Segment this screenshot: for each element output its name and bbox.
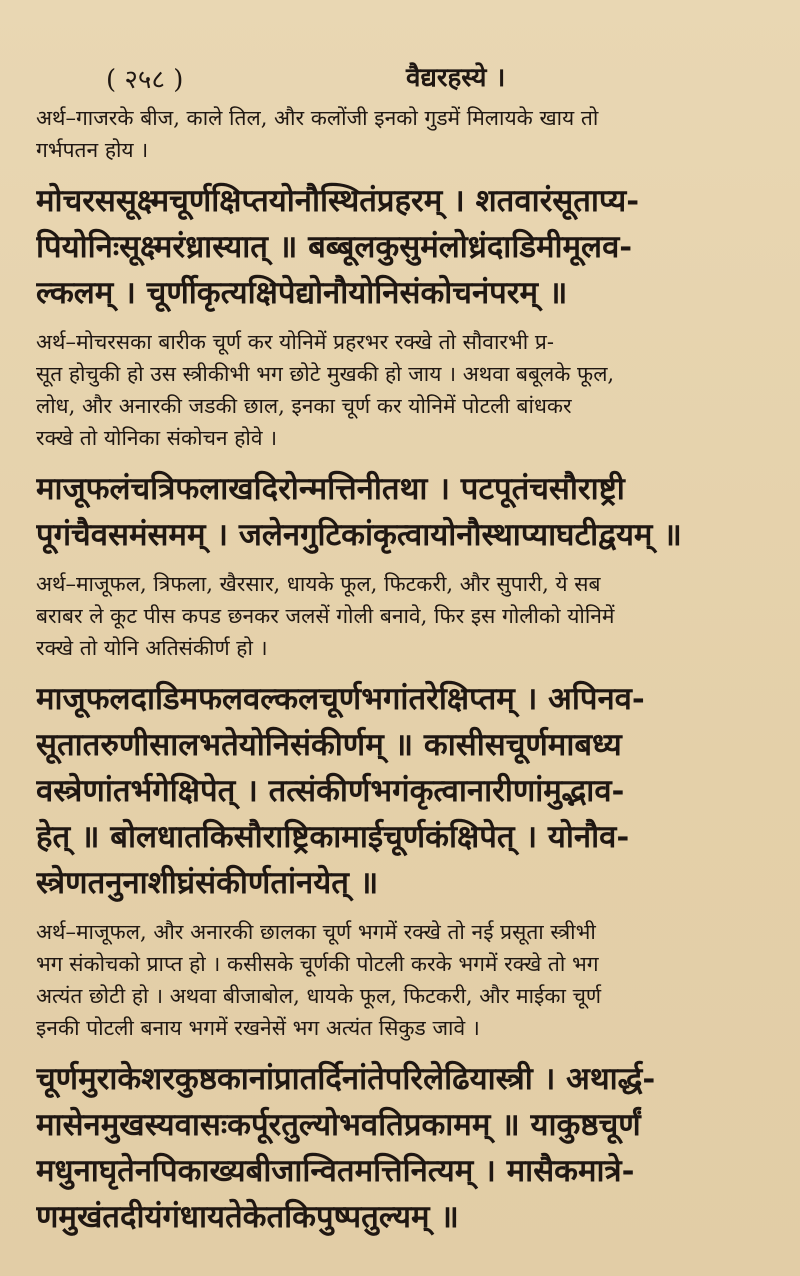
- text-line: रक्खे तो योनि अतिसंकीर्ण हो ।: [36, 636, 268, 660]
- page-number: ( २५८ ): [106, 65, 184, 95]
- text-line: सूतातरुणीसालभतेयोनिसंकीर्णम् ॥ कासीसचूर्णमाबध्य: [36, 727, 622, 763]
- sanskrit-verse: [36, 466, 772, 558]
- sanskrit-verse: [36, 676, 772, 906]
- text-line: लोध, और अनारकी जडकी छाल, इनका चूर्ण कर योनिमें पोटली बांधकर: [36, 394, 572, 418]
- text-line: पियोनिःसूक्ष्मरंध्रास्यात् ॥ बब्बूलकुसुमंलोध्रंदाडिमीमूलव-: [36, 229, 633, 265]
- text-line: माजूफलदाडिमफलवल्कलचूर्णभगांतरेक्षिप्तम् । अपिनव-: [36, 681, 645, 717]
- text-line: इनकी पोटली बनाय भगमें रखनेसें भग अत्यंत सिकुड जावे ।: [36, 1016, 480, 1040]
- text-line: वस्त्रेणांतर्भगेक्षिपेत् । तत्संकीर्णभगंकृत्वानारीणांमुद्भाव-: [36, 773, 625, 809]
- page-body: [36, 102, 772, 1240]
- text-line: सूत होचुकी हो उस स्त्रीकीभी भग छोटे मुखकी हो जाय । अथवा बबूलके फूल,: [36, 362, 615, 386]
- text-line: अर्थ–माजूफल, त्रिफला, खैरसार, धायके फूल, फिटकरी, और सुपारी, ये सब: [36, 572, 601, 596]
- text-line: भग संकोचको प्राप्त हो । कसीसके चूर्णकी पोटली करके भगमें रक्खे तो भग: [36, 952, 599, 976]
- text-line: हेत् ॥ बोलधातकिसौराष्ट्रिकामाईचूर्णकंक्षिपेत् । योनौव-: [36, 819, 630, 855]
- hindi-meaning-paragraph: [36, 102, 772, 166]
- running-title: वैद्यरहस्ये ।: [406, 63, 506, 93]
- sanskrit-verse: [36, 1056, 772, 1240]
- text-line: अत्यंत छोटी हो । अथवा बीजाबोल, धायके फूल, फिटकरी, और माईका चूर्ण: [36, 984, 602, 1008]
- page-header: [36, 52, 772, 102]
- text-line: मासेनमुखस्यवासःकर्पूरतुल्योभवतिप्रकामम् ॥ याकुष्ठचूर्णं: [36, 1107, 641, 1143]
- hindi-meaning-paragraph: [36, 326, 772, 454]
- text-line: स्त्रेणतनुनाशीघ्रंसंकीर्णतांनयेत् ॥: [36, 865, 379, 901]
- text-line: मधुनाघृतेनपिकाख्यबीजान्वितमत्तिनित्यम् । मासैकमात्रे-: [36, 1153, 635, 1189]
- text-line: पूगंचैवसमंसमम् । जलेनगुटिकांकृत्वायोनौस्थाप्याघटीद्वयम् ॥: [36, 517, 682, 553]
- text-line: अर्थ–माजूफल, और अनारकी छालका चूर्ण भगमें रक्खे तो नई प्रसूता स्त्रीभी: [36, 920, 596, 944]
- text-line: ल्कलम् । चूर्णीकृत्यक्षिपेद्योनौयोनिसंकोचनंपरम् ॥: [36, 275, 568, 311]
- text-line: रक्खे तो योनिका संकोचन होवे ।: [36, 426, 278, 450]
- text-line: चूर्णमुराकेशरकुष्ठकानांप्रातर्दिनांतेपरिलेढियास्त्री । अथार्द्ध-: [36, 1061, 656, 1097]
- text-line: अर्थ–मोचरसका बारीक चूर्ण कर योनिमें प्रहरभर रक्खे तो सौवारभी प्र-: [36, 330, 554, 354]
- sanskrit-verse: [36, 178, 772, 316]
- text-line: गर्भपतन होय ।: [36, 138, 149, 162]
- text-line: अर्थ–गाजरके बीज, काले तिल, और कलोंजी इनको गुडमें मिलायके खाय तो: [36, 106, 599, 130]
- text-line: णमुखंतदीयंगंधायतेकेतकिपुष्पतुल्यम् ॥: [36, 1199, 459, 1235]
- hindi-meaning-paragraph: [36, 568, 772, 664]
- text-line: मोचरससूक्ष्मचूर्णक्षिप्तयोनौस्थितंप्रहरम् । शतवारंसूताप्य-: [36, 183, 640, 219]
- hindi-meaning-paragraph: [36, 916, 772, 1044]
- text-line: बराबर ले कूट पीस कपड छनकर जलसें गोली बनावे, फिर इस गोलीको योनिमें: [36, 604, 615, 628]
- text-line: माजूफलंचत्रिफलाखदिरोन्मत्तिनीतथा । पटपूतंचसौराष्ट्री: [36, 471, 625, 507]
